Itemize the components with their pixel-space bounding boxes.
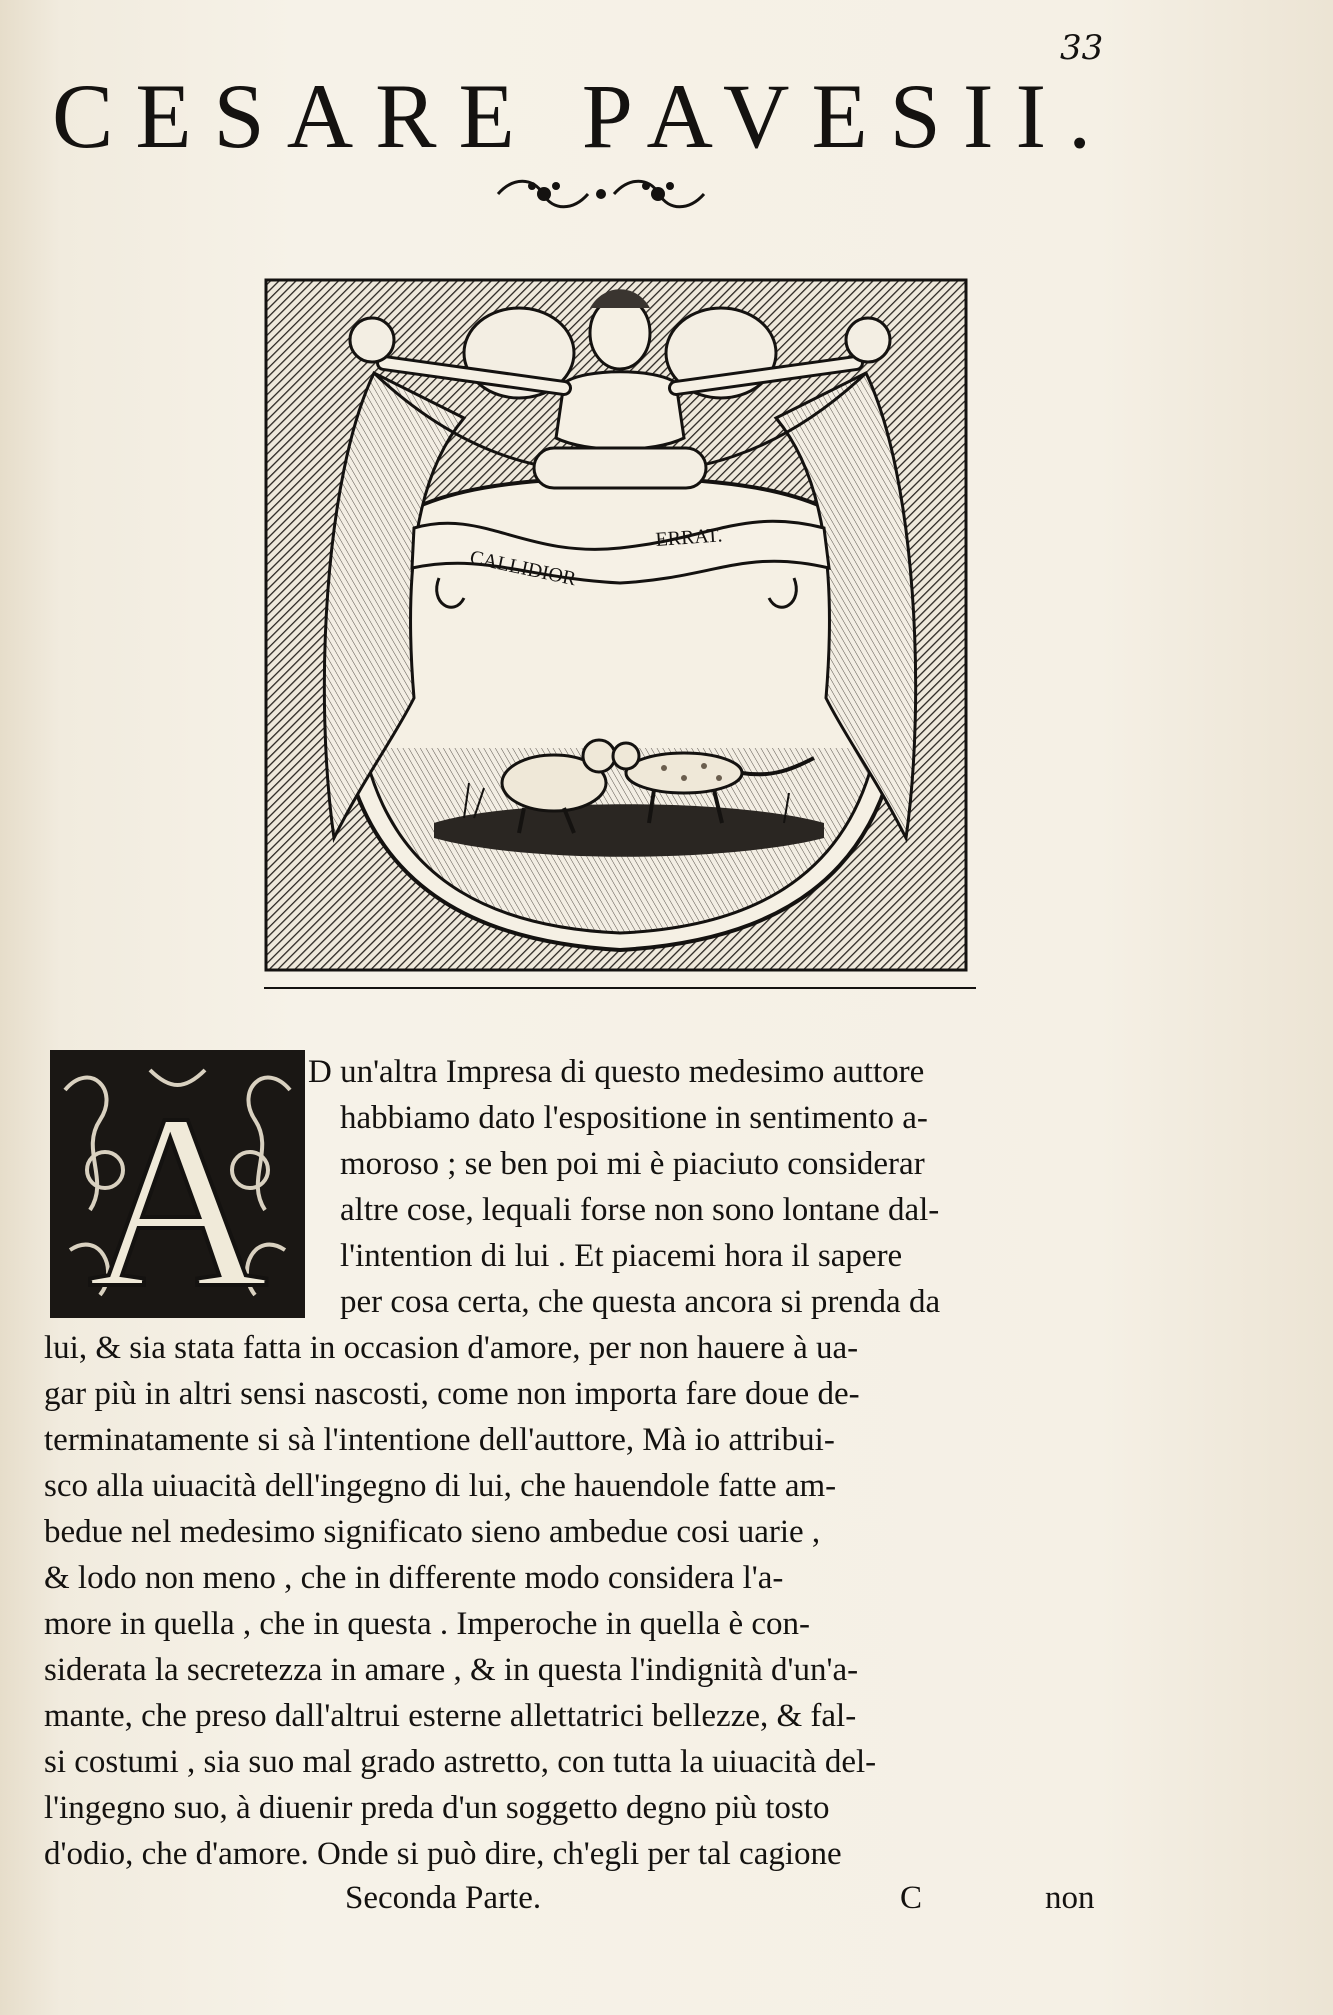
catchword: non	[1045, 1880, 1095, 1916]
body-line: & lodo non meno , che in differente modo considera l'a-	[44, 1560, 784, 1596]
motto-left: CALLIDIOR	[467, 546, 578, 591]
body-line: more in quella , che in questa . Imperoche in quella è con-	[44, 1606, 811, 1642]
page-heading: CESARE PAVESII.	[52, 65, 1114, 167]
drop-cap-letter: A	[87, 1063, 269, 1318]
body-line: gar più in altri sensi nascosti, come non importa fare doue de-	[44, 1376, 860, 1412]
body-line: bedue nel medesimo significato sieno ambedue cosi uarie ,	[44, 1514, 821, 1550]
body-line: habbiamo dato l'espositione in sentimento a-	[340, 1100, 928, 1136]
body-line: lui, & sia stata fatta in occasion d'amore, per non hauere à ua-	[44, 1330, 859, 1366]
body-line: D un'altra Impresa di questo medesimo auttore	[308, 1054, 925, 1090]
body-line: d'odio, che d'amore. Onde si può dire, ch'egli per tal cagione	[44, 1836, 842, 1872]
impresa-emblem	[264, 278, 976, 993]
motto-right: ERRAT.	[654, 524, 724, 551]
body-line: l'ingegno suo, à diuenir preda d'un soggetto degno più tosto	[44, 1790, 830, 1826]
body-line: mante, che preso dall'altrui esterne allettatrici bellezze, & fal-	[44, 1698, 857, 1734]
body-line: l'intention di lui . Et piacemi hora il sapere	[340, 1238, 903, 1274]
body-line: terminatamente si sà l'intentione dell'auttore, Mà io attribui-	[44, 1422, 835, 1458]
body-line: si costumi , sia suo mal grado astretto, con tutta la uiuacità del-	[44, 1744, 877, 1780]
signature-mark: Seconda Parte.	[345, 1880, 542, 1916]
ornamental-initial-icon	[50, 1050, 305, 1318]
gathering-letter: C	[900, 1880, 923, 1916]
body-line: siderata la secretezza in amare , & in questa l'indignità d'un'a-	[44, 1652, 859, 1688]
fleuron-ornament-icon	[488, 172, 714, 216]
body-line: altre cose, lequali forse non sono lontane dal-	[340, 1192, 940, 1228]
body-line: sco alla uiuacità dell'ingegno di lui, che hauendole fatte am-	[44, 1468, 837, 1504]
page-number: 33	[1060, 28, 1104, 68]
body-line: per cosa certa, che questa ancora si prenda da	[340, 1284, 941, 1320]
body-line: moroso ; se ben poi mi è piaciuto considerar	[340, 1146, 925, 1182]
